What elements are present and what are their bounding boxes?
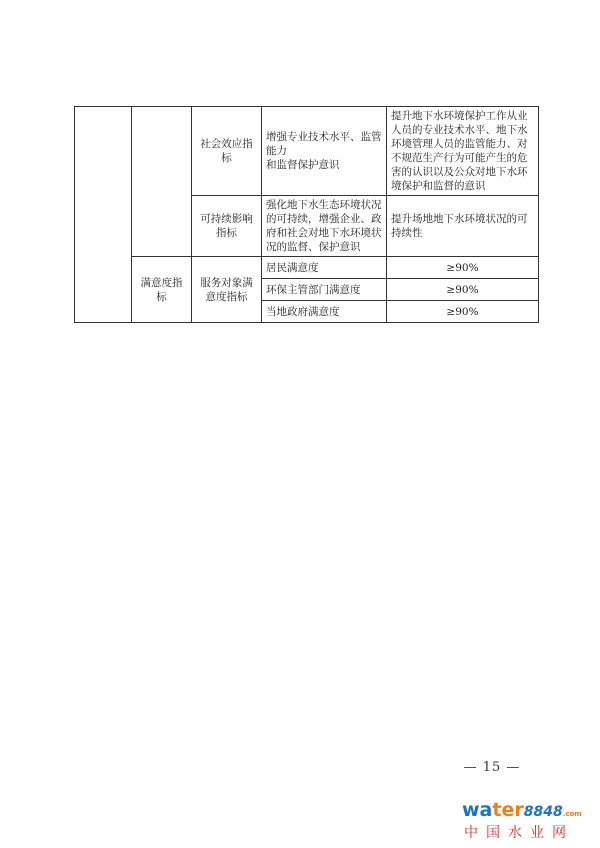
level2-cell-empty xyxy=(132,107,192,257)
satisfaction-indicator-cell: 居民满意度 xyxy=(262,257,387,279)
satisfaction-level2-cell: 满意度指标 xyxy=(132,257,192,323)
indicator-table xyxy=(74,106,539,323)
level1-cell-empty xyxy=(75,107,132,323)
satisfaction-target-cell: ≥90% xyxy=(387,301,539,323)
satisfaction-target-cell: ≥90% xyxy=(387,257,539,279)
satisfaction-indicator-cell: 当地政府满意度 xyxy=(262,301,387,323)
watermark-brand xyxy=(462,800,582,824)
sustain-target-cell: 提升场地地下水环境状况的可持续性 xyxy=(387,196,539,257)
watermark-brand-number: 8848 xyxy=(523,804,563,820)
sustain-indicator-cell: 强化地下水生态环境状况的可持续，增强企业、政府和社会对地下水环境状况的监督、保护意识 xyxy=(262,196,387,257)
satisfaction-indicator-cell: 环保主管部门满意度 xyxy=(262,279,387,301)
watermark-brand-blue: wa xyxy=(462,799,493,821)
social-target-cell: 提升地下水环境保护工作从业人员的专业技术水平、地下水环境管理人员的监管能力、对不规范生产行为可能产生的危害的认识以及公众对地下水环境保护和监督的意识 xyxy=(387,107,539,196)
sustain-category-cell: 可持续影响指标 xyxy=(192,196,262,257)
table-row xyxy=(75,107,539,196)
satisfaction-target-cell: ≥90% xyxy=(387,279,539,301)
watermark-brand-com: .com xyxy=(562,810,582,818)
page-number: — 15 — xyxy=(463,760,521,775)
social-category-cell: 社会效应指标 xyxy=(192,107,262,196)
watermark-brand-chinese: 中国水业网 xyxy=(464,825,574,841)
table-row xyxy=(75,257,539,279)
watermark-brand-orange: ter xyxy=(492,799,524,821)
satisfaction-level3-cell: 服务对象满意度指标 xyxy=(192,257,262,323)
social-indicator-cell: 增强专业技术水平、监管能力 和监督保护意识 xyxy=(262,107,387,196)
watermark-logo xyxy=(462,800,592,842)
